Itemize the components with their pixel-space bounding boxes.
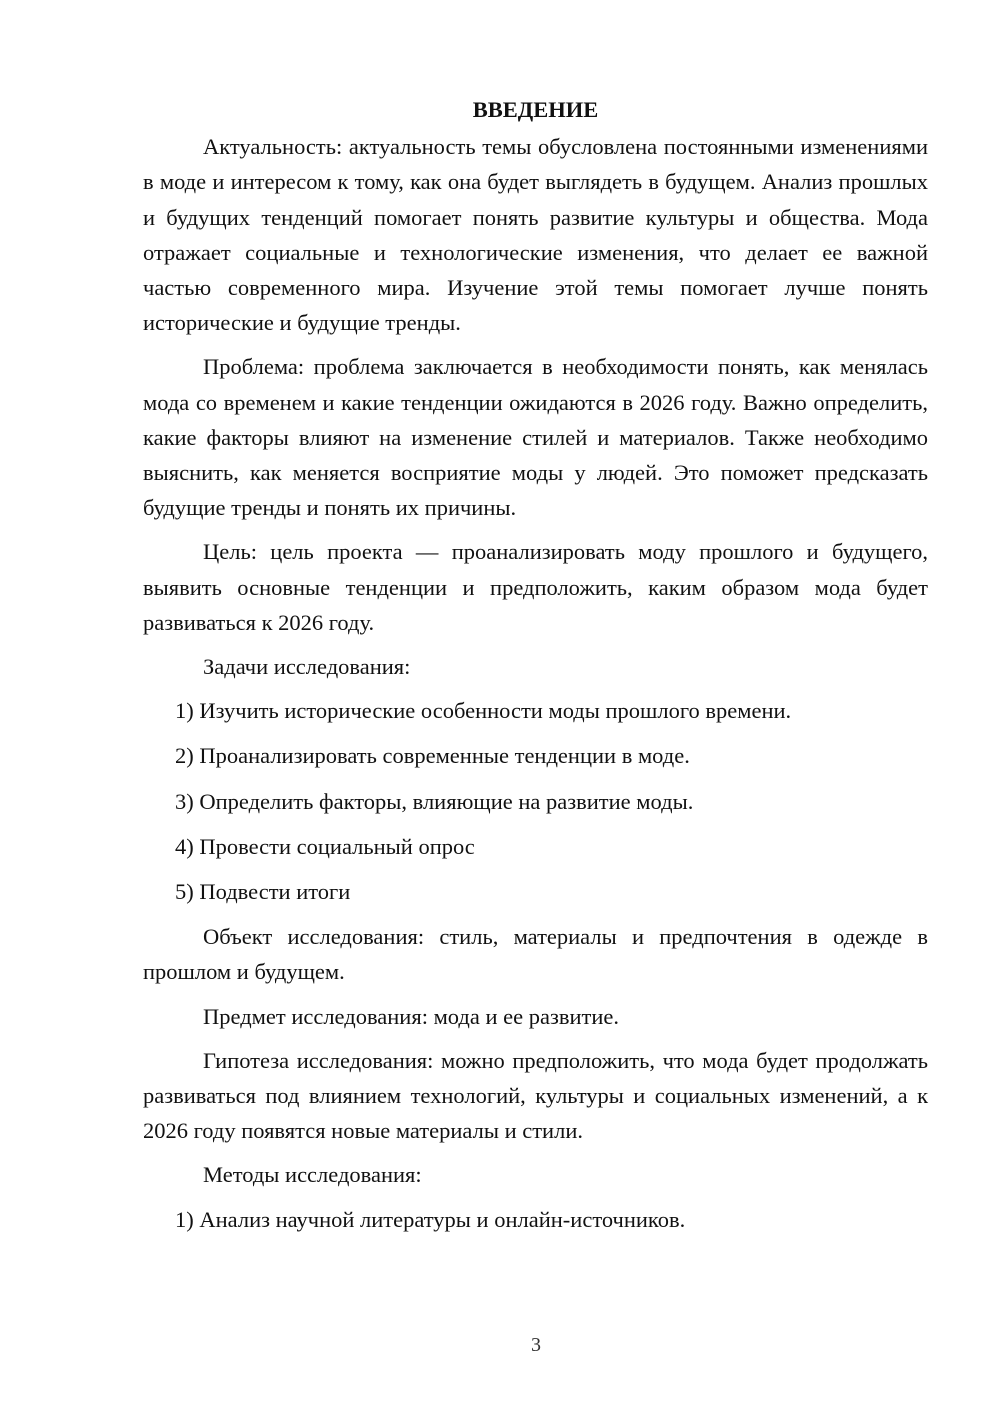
- paragraph-relevance: Актуальность: актуальность темы обусловлена постоянными изменениями в моде и интересом к тому, как она будет выглядеть в будущем. Анализ прошлых и будущих тенденций помогает понять развитие культуры и общества. Мода отражает социальные и технологические изменения, что делает ее важной частью современного мира. Изучение этой темы помогает лучше понять исторические и будущие тренды.: [143, 134, 928, 336]
- task-item: 2) Проанализировать современные тенденции в моде.: [175, 743, 690, 769]
- task-item: 1) Изучить исторические особенности моды прошлого времени.: [175, 698, 792, 724]
- paragraph-hypothesis: Гипотеза исследования: можно предположить, что мода будет продолжать развиваться под влиянием технологий, культуры и социальных изменений, а к 2026 году появятся новые материалы и стили.: [143, 1047, 928, 1144]
- paragraph-subject: Предмет исследования: мода и ее развитие.: [203, 1003, 620, 1029]
- tasks-heading: Задачи исследования:: [203, 654, 411, 680]
- paragraph-object: Объект исследования: стиль, материалы и предпочтения в одежде в прошлом и будущем.: [143, 924, 928, 985]
- paragraph-goal: Цель: цель проекта — проанализировать моду прошлого и будущего, выявить основные тенденции и предположить, каким образом мода будет развиваться к 2026 году.: [143, 539, 928, 635]
- method-item: 1) Анализ научной литературы и онлайн-источников.: [175, 1206, 686, 1232]
- section-title: ВВЕДЕНИЕ: [472, 97, 599, 122]
- methods-heading: Методы исследования:: [203, 1162, 422, 1188]
- task-item: 5) Подвести итоги: [175, 879, 351, 905]
- task-item: 3) Определить факторы, влияющие на развитие моды.: [175, 788, 694, 814]
- document-page: [143, 92, 928, 1247]
- methods-list: [143, 1202, 928, 1237]
- page-number: 3: [531, 1334, 541, 1356]
- tasks-list: [143, 693, 928, 909]
- paragraph-problem: Проблема: проблема заключается в необходимости понять, как менялась мода со временем и какие тенденции ожидаются в 2026 году. Важно определить, какие факторы влияют на изменение стилей и материалов. Также необходимо выяснить, как меняется восприятие моды у людей. Это поможет предсказать будущие тренды и понять их причины.: [143, 354, 928, 521]
- task-item: 4) Провести социальный опрос: [175, 833, 475, 859]
